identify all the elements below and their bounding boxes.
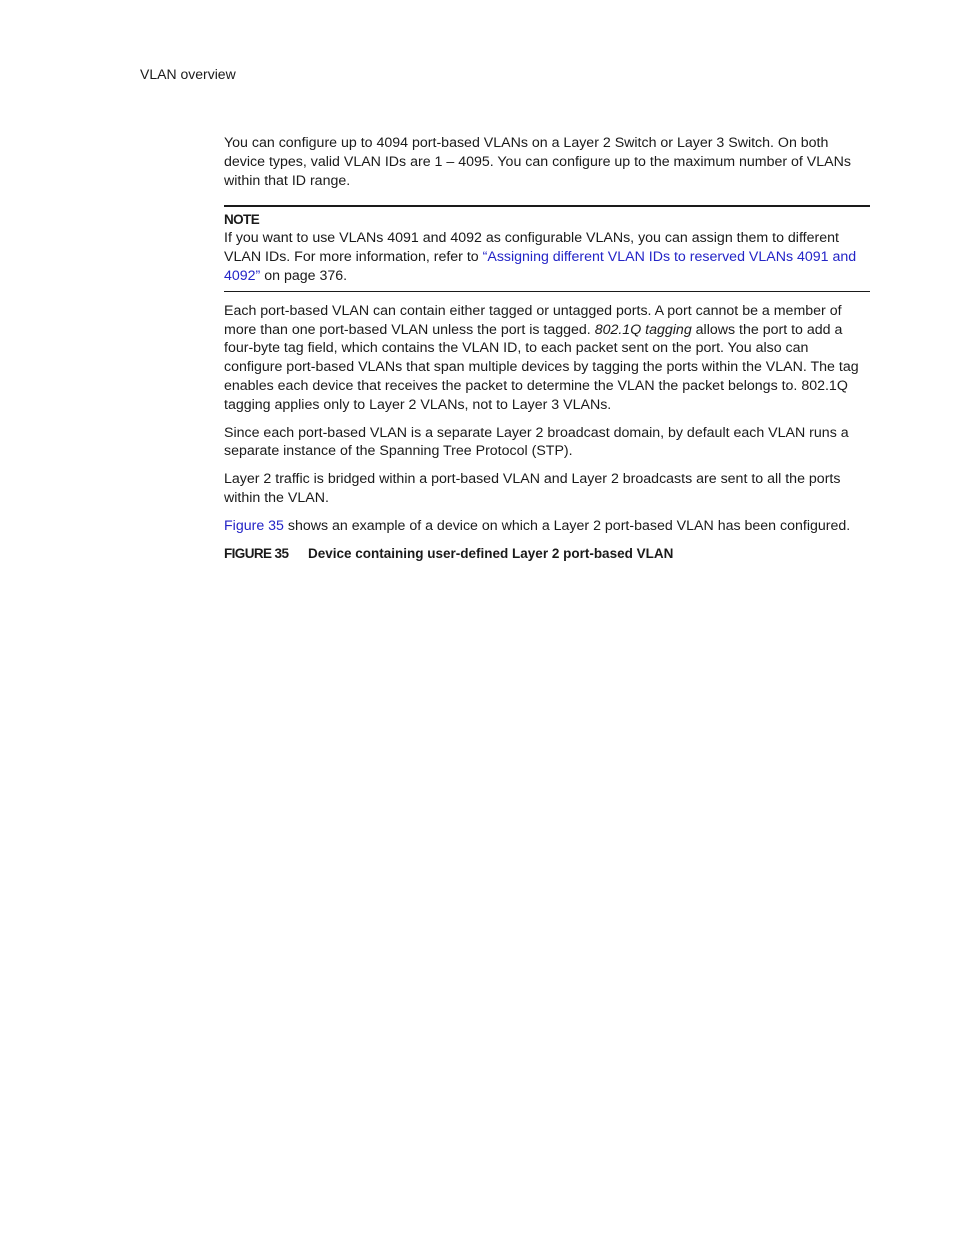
note-text-after: on page 376.: [260, 267, 348, 284]
note-box: [224, 205, 870, 291]
tagging-paragraph: [224, 302, 870, 415]
figure-reference-paragraph: [224, 517, 870, 536]
stp-paragraph: Since each port-based VLAN is a separate Layer 2 broadcast domain, by default each VLAN runs a separate instance of the Spanning Tree Protocol (STP).: [224, 424, 849, 460]
figure-title: Device containing user-defined Layer 2 port-based VLAN: [308, 545, 674, 561]
figure-35-link[interactable]: Figure 35: [224, 517, 284, 534]
note-text-before: If you want to use VLANs 4091 and 4092 as configurable VLANs, you can assign them to different VLAN IDs. For more information, refer to: [224, 230, 839, 266]
tagging-term: 802.1Q tagging: [594, 321, 692, 338]
page-content: [224, 134, 870, 563]
running-header: VLAN overview: [140, 66, 236, 82]
note-label: NOTE: [224, 212, 260, 228]
tagging-text-before: Each port-based VLAN can contain either tagged or untagged ports. A port cannot be a member of more than one port-based VLAN unless the port is tagged.: [224, 302, 842, 338]
tagging-text-after: allows the port to add a four-byte tag field, which contains the VLAN ID, to each packet sent on the port. You also can configure port-based VLANs that span multiple devices by tagging the ports within the VLAN. The tag enables each device that receives the packet to determine the VLAN the packet belongs to. 802.1Q tagging applies only to Layer 2 VLANs, not to Layer 3 VLANs.: [224, 321, 859, 413]
note-cross-reference-link[interactable]: “Assigning different VLAN IDs to reserved VLANs 4091 and 4092”: [224, 249, 857, 284]
note-text: [224, 229, 870, 285]
figure-reference-text: shows an example of a device on which a Layer 2 port-based VLAN has been configured.: [283, 517, 851, 534]
figure-label: FIGURE 35: [224, 545, 289, 561]
broadcast-paragraph: Layer 2 traffic is bridged within a port-based VLAN and Layer 2 broadcasts are sent to all the ports within the VLAN.: [224, 471, 841, 506]
figure-caption: [224, 545, 870, 563]
intro-paragraph: You can configure up to 4094 port-based VLANs on a Layer 2 Switch or Layer 3 Switch. On both device types, valid VLAN IDs are 1 – 4095. You can configure up to the maximum number of VLANs within that ID range.: [224, 135, 851, 189]
